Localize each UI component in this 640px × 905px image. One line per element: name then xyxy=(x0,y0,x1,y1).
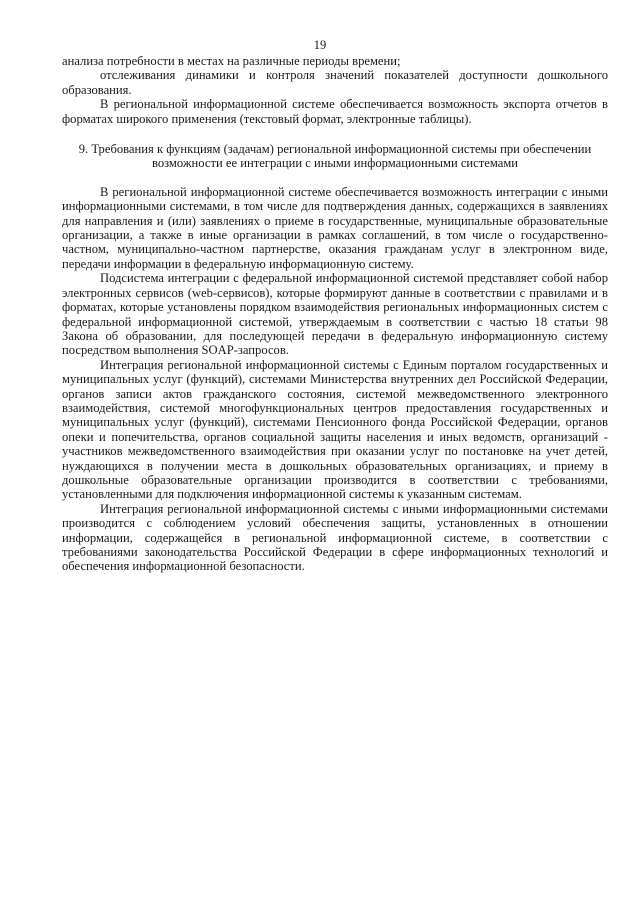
document-body xyxy=(62,54,608,574)
paragraph-analysis-needs: анализа потребности в местах на различные периоды времени; xyxy=(62,54,401,68)
paragraph-integration-capability: В региональной информационной системе обеспечивается возможность интеграции с иными информационными системами, в том числе для подтверждения данных, содержащихся в заявлениях для направления и (или) заявлениях о приеме в государственные, муниципальные образовательные организации, а также в иные организации в рамках соглашений, в том числе о государственно-частном, муниципально-частном партнерстве, оказания гражданам услуг в электронном виде, передачи информации в федеральную информационную систему. xyxy=(62,184,608,271)
paragraph-monitoring: отслеживания динамики и контроля значений показателей доступности дошкольного образования. xyxy=(62,68,608,97)
paragraph-export-reports: В региональной информационной системе обеспечивается возможность экспорта отчетов в форматах широкого применения (текстовый формат, электронные таблицы). xyxy=(62,97,608,126)
paragraph-integration-security: Интеграция региональной информационной системы с иными информационными системами производится с соблюдением условий обеспечения защиты, установленных в отношении информации, содержащейся в региональной информационной системе, в соответствии с требованиями законодательства Российской Федерации в сфере информационных технологий и обеспечения информационной безопасности. xyxy=(62,501,608,574)
section-heading: 9. Требования к функциям (задачам) региональной информационной системы при обеспечении возможности ее интеграции с иными информационными системами xyxy=(78,142,592,171)
paragraph-integration-portal: Интеграция региональной информационной системы с Единым порталом государственных и муниципальных услуг (функций), системами Министерства внутренних дел Российской Федерации, органов записи актов гражданского состояния, системой межведомственного электронного взаимодействия, системой многофункциональных центров предоставления государственных и муниципальных услуг (функций), системами Пенсионного фонда Российской Федерации, органов опеки и попечительства, органов социальной защиты населения и иных ведомств, организаций - участников межведомственного взаимодействия при оказании услуг по постановке на учет детей, нуждающихся в получении места в дошкольных образовательных организациях, и приему в дошкольные образовательные организации производится в соответствии с требованиями, установленными для подключения информационной системы к указанным системам. xyxy=(62,357,608,502)
paragraph-integration-subsystem: Подсистема интеграции с федеральной информационной системой представляет собой набор электронных сервисов (web-сервисов), которые формируют данные в соответствии с правилами и в форматах, которые установлены порядком взаимодействия региональных информационных систем с федеральной информационной системой, утверждаемым в соответствии с частью 18 статьи 98 Закона об образовании, для последующей передачи в федеральную информационную систему посредством выполнения SOAP-запросов. xyxy=(62,271,608,358)
page-number: 19 xyxy=(313,38,327,52)
